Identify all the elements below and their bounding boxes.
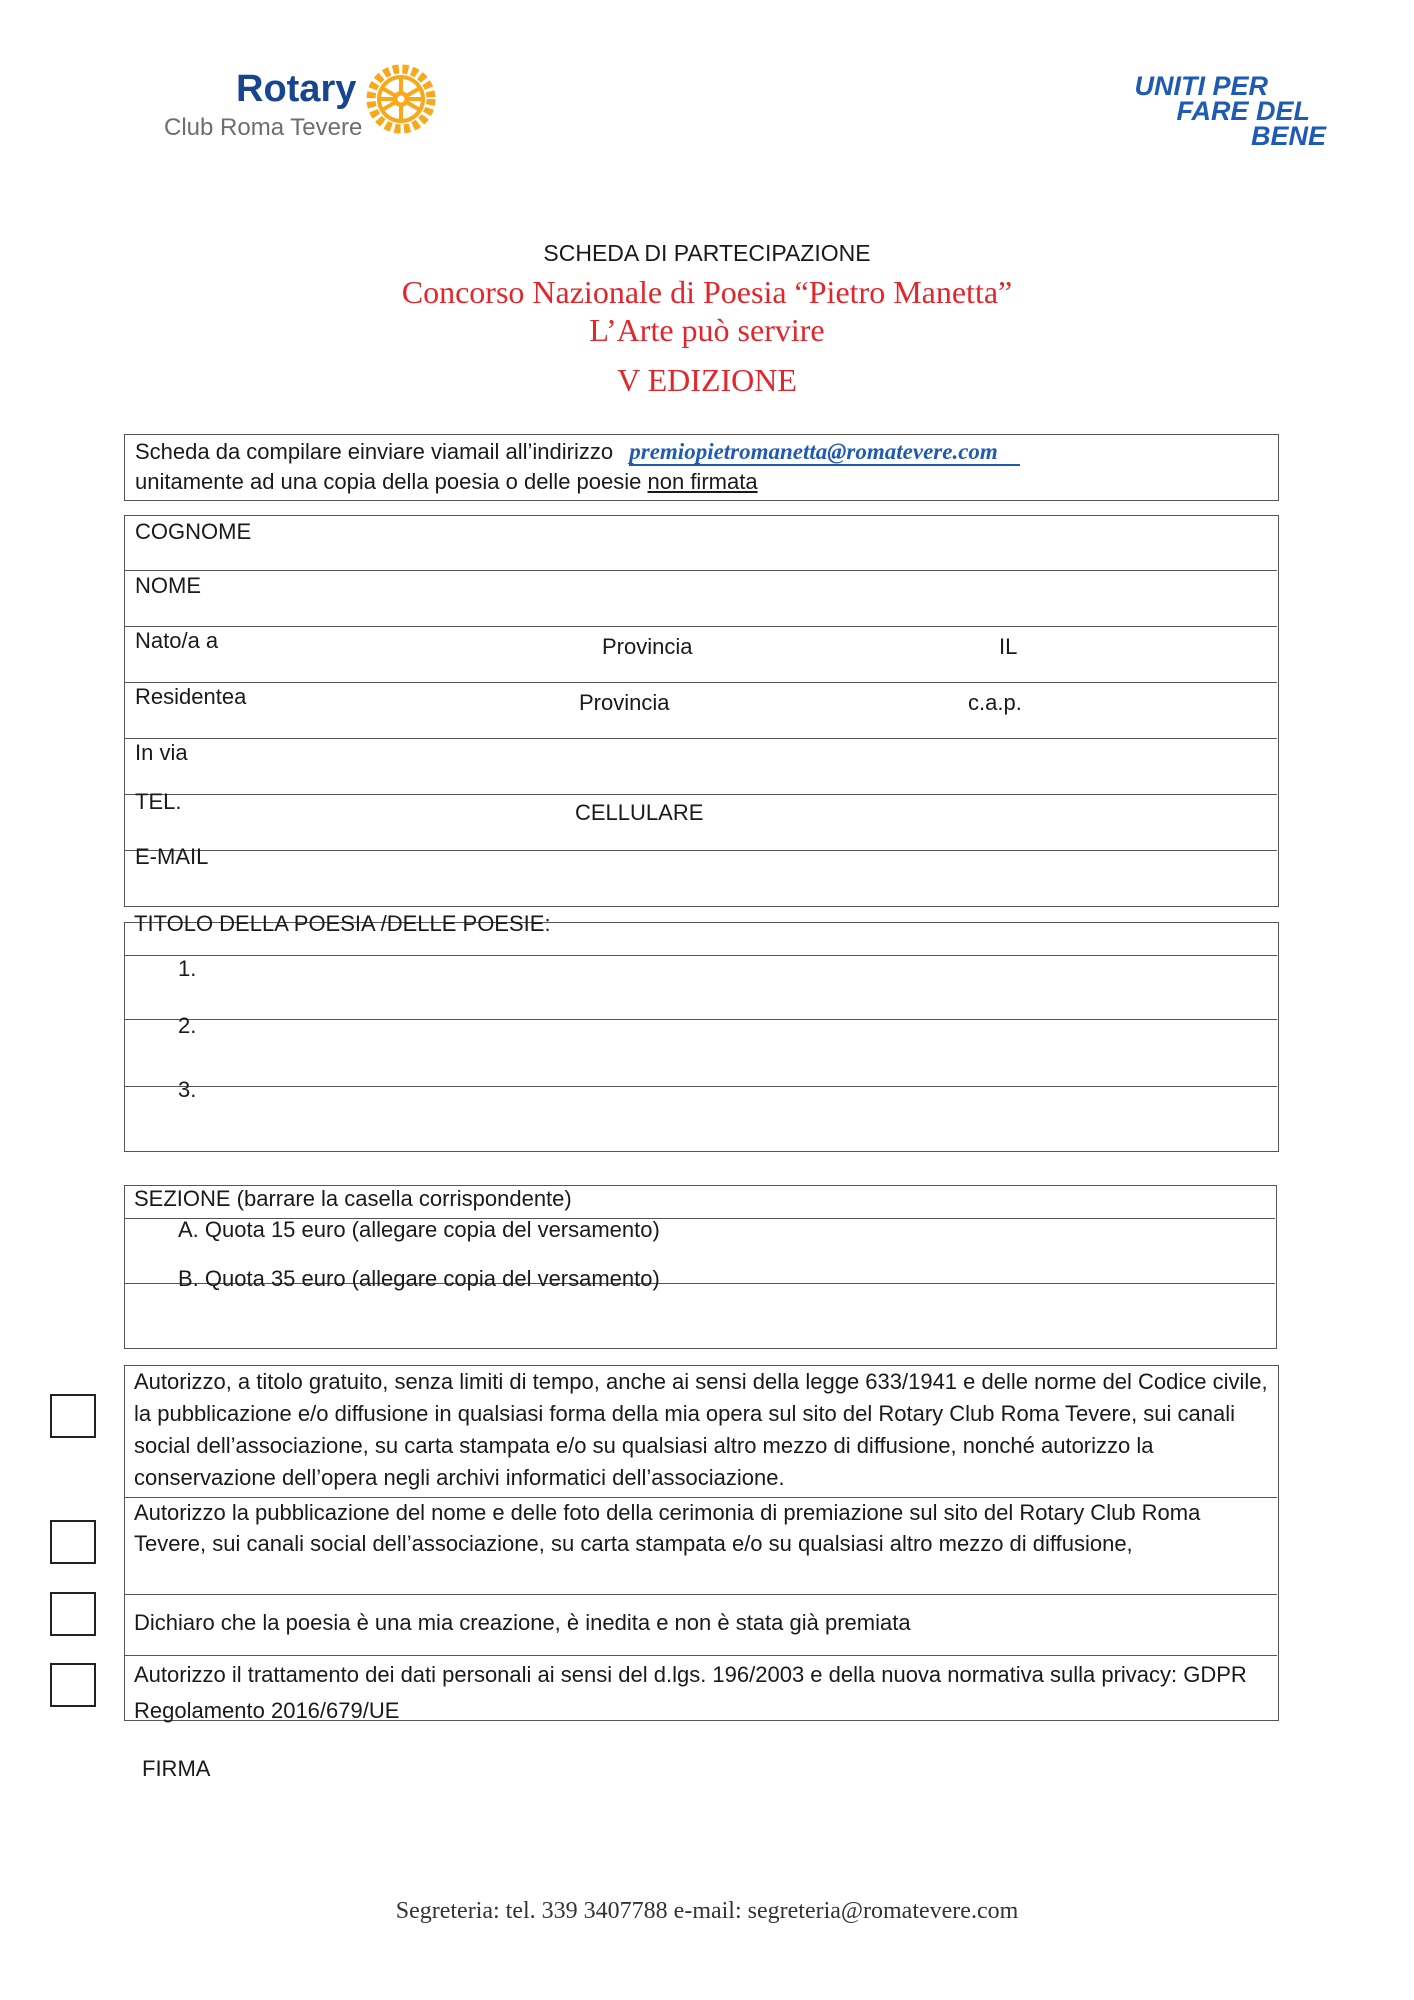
mobile-field[interactable]: CELLULARE [575, 800, 704, 825]
email-field[interactable]: E-MAIL [135, 844, 209, 869]
residence-field[interactable]: Residentea [135, 684, 247, 709]
street-field[interactable]: In via [135, 740, 188, 765]
non-firmata-note: non firmata [647, 469, 758, 494]
consent-text-4: Autorizzo il trattamento dei dati personali ai sensi del d.lgs. 196/2003 e della nuova normativa sulla privacy: GDPR Regolamento 2016/679/UE [134, 1662, 1247, 1723]
section-heading: SEZIONE (barrare la casella corrispondente) [134, 1186, 572, 1211]
edition-title: V EDIZIONE [617, 362, 797, 398]
instructions-line-1: Scheda da compilare einviare viamail all’indirizzo [135, 439, 614, 464]
poem-title-3[interactable]: 3. [178, 1077, 197, 1102]
instructions-line-2: unitamente ad una copia della poesia o delle poesie [135, 469, 648, 494]
consent-checkbox-2[interactable] [50, 1520, 96, 1564]
uniti-per-fare-del-bene-logo [1134, 71, 1326, 151]
slogan-line-1: UNITI PER [1134, 71, 1268, 101]
phone-field[interactable]: TEL. [135, 789, 182, 814]
rotary-wheel-icon [362, 60, 440, 138]
footer-contact: Segreteria: tel. 339 3407788 e-mail: segreteria@romatevere.com [395, 1898, 1019, 1924]
consent-text-2: Autorizzo la pubblicazione del nome e delle foto della cerimonia di premiazione sul sito del Rotary Club Roma Tevere, sui canali social dell’associazione, su carta stampata e/o su qualsiasi altro mezzo di diffusione, [134, 1500, 1201, 1556]
poems-heading: TITOLO DELLA POESIA /DELLE POESIE: [134, 911, 551, 936]
consent-text-3: Dichiaro che la poesia è una mia creazione, è inedita e non è stata già premiata [134, 1610, 911, 1635]
section-option-a[interactable]: A. Quota 15 euro (allegare copia del versamento) [178, 1217, 660, 1242]
rotary-logo [160, 58, 450, 148]
consent-checkbox-3[interactable] [50, 1592, 96, 1636]
contest-subtitle: L’Arte può servire [589, 312, 825, 348]
cap-field[interactable]: c.a.p. [968, 690, 1022, 715]
signature-label[interactable]: FIRMA [142, 1756, 211, 1781]
birthplace-field[interactable]: Nato/a a [135, 628, 219, 653]
birth-province-field[interactable]: Provincia [602, 634, 693, 659]
poem-title-1[interactable]: 1. [178, 956, 197, 981]
form-label: SCHEDA DI PARTECIPAZIONE [543, 240, 871, 266]
section-option-b[interactable]: B. Quota 35 euro (allegare copia del versamento) [178, 1266, 660, 1291]
contest-email-link[interactable]: premiopietromanetta@romatevere.com [629, 439, 1020, 466]
instructions-box [124, 434, 1279, 501]
personal-data-box [124, 515, 1279, 907]
poems-box [124, 922, 1279, 1152]
nome-field[interactable]: NOME [135, 573, 201, 598]
contest-title: Concorso Nazionale di Poesia “Pietro Manetta” [401, 274, 1013, 310]
consent-checkbox-1[interactable] [50, 1394, 96, 1438]
slogan-line-3: BENE [1250, 121, 1326, 151]
slogan-line-2: FARE DEL [1176, 96, 1310, 126]
poem-title-2[interactable]: 2. [178, 1013, 197, 1038]
cognome-field[interactable]: COGNOME [135, 519, 252, 544]
rotary-club-name: Club Roma Tevere [164, 114, 363, 141]
consent-text-1: Autorizzo, a titolo gratuito, senza limiti di tempo, anche ai sensi della legge 633/1941 e delle norme del Codice civile, la pubblicazione e/o diffusione in qualsiasi forma della mia opera sul sito del Rotary Club Roma Tevere, sui canali social dell’associazione, su carta stampata e/o su qualsiasi altro mezzo di diffusione, nonché autorizzo la conservazione dell’opera negli archivi informatici dell’associazione. [134, 1369, 1268, 1490]
consent-checkbox-4[interactable] [50, 1663, 96, 1707]
birth-date-field[interactable]: IL [999, 634, 1018, 659]
residence-province-field[interactable]: Provincia [579, 690, 670, 715]
rotary-brand: Rotary [236, 68, 357, 110]
